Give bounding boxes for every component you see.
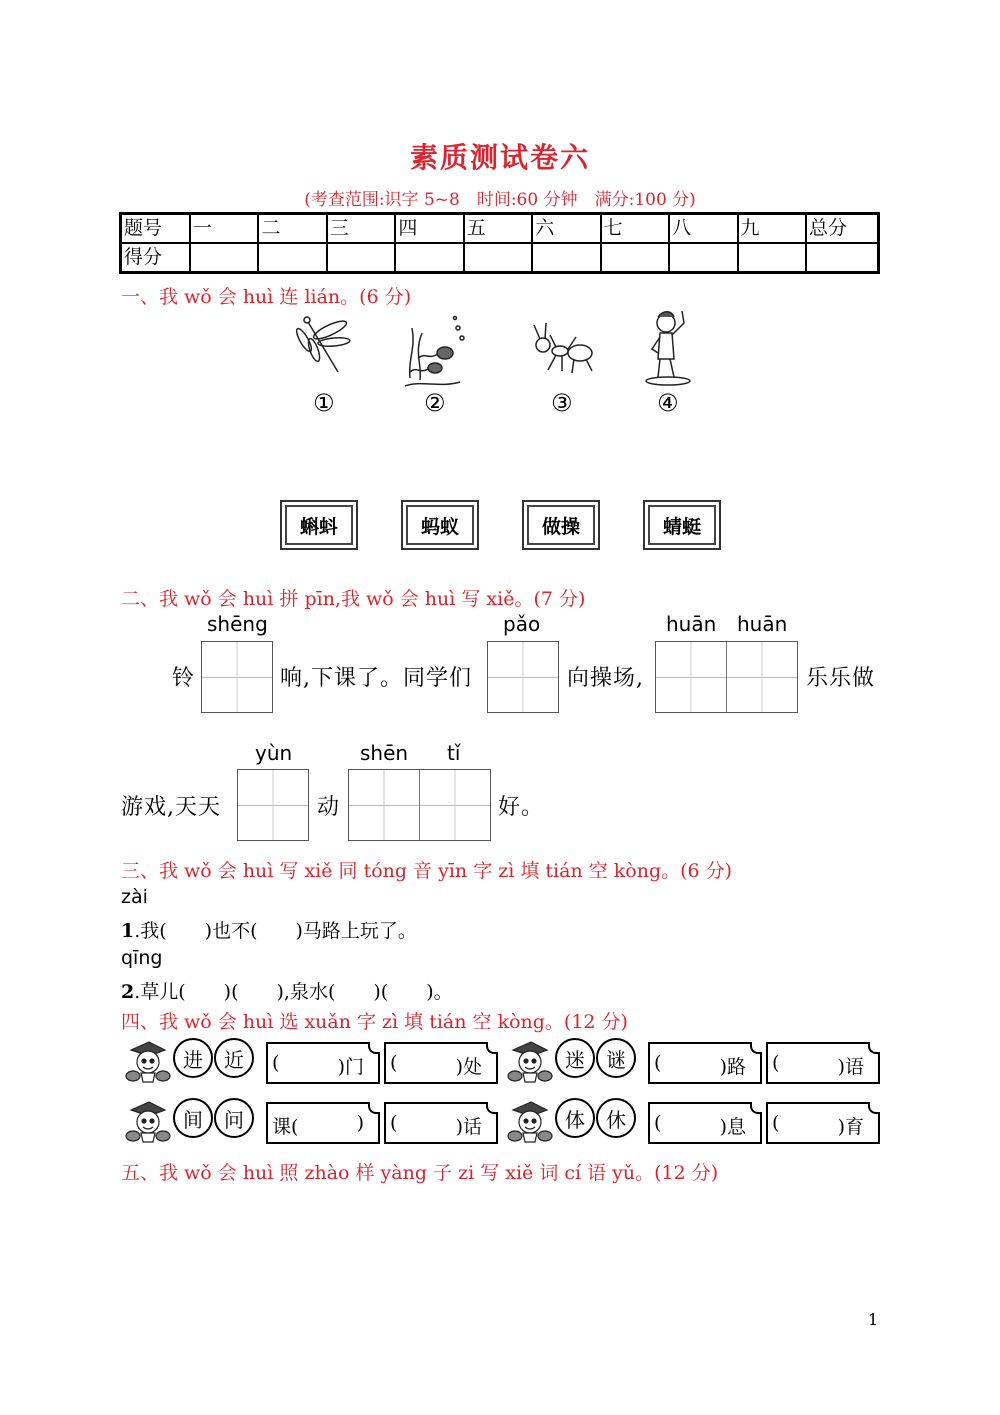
sentence-text: 乐乐做 bbox=[806, 666, 876, 691]
pinyin: huān bbox=[666, 612, 717, 636]
score-cell[interactable] bbox=[190, 243, 258, 273]
table-cell: 九 bbox=[738, 214, 807, 244]
fill-blank[interactable] bbox=[266, 1042, 380, 1084]
question-number: 2 bbox=[121, 981, 135, 1003]
blank-suffix: )话 bbox=[455, 1116, 482, 1138]
blank-prefix: ( bbox=[272, 1052, 280, 1074]
sentence-text: 向操场, bbox=[567, 666, 644, 691]
score-cell[interactable] bbox=[532, 243, 600, 273]
table-cell: 二 bbox=[258, 214, 326, 244]
section2-heading: 二、我 wǒ 会 huì 拼 pīn,我 wǒ 会 huì 写 xiě。(7 分) bbox=[121, 588, 586, 610]
cartoon-mascot-icon bbox=[503, 1100, 555, 1146]
blank-suffix: )路 bbox=[719, 1056, 746, 1078]
blank-prefix: ( bbox=[390, 1112, 398, 1134]
fill-blank[interactable] bbox=[766, 1102, 880, 1144]
character-choice[interactable]: 问 bbox=[214, 1098, 254, 1138]
question-2 bbox=[121, 977, 453, 1004]
table-cell: 六 bbox=[532, 214, 600, 244]
section3-heading: 三、我 wǒ 会 huì 写 xiě 同 tóng 音 yīn 字 zì 填 tián 空 kòng。(6 分) bbox=[121, 860, 733, 882]
ant-icon bbox=[528, 315, 598, 397]
score-cell[interactable] bbox=[327, 243, 395, 273]
table-cell: 三 bbox=[327, 214, 395, 244]
table-cell: 八 bbox=[669, 214, 737, 244]
character-choice[interactable]: 迷 bbox=[555, 1038, 595, 1078]
sentence-text: 好。 bbox=[498, 795, 545, 820]
fill-blank[interactable] bbox=[384, 1102, 498, 1144]
cartoon-mascot-icon bbox=[121, 1100, 173, 1146]
blank-prefix: 课( bbox=[272, 1116, 299, 1138]
sentence-text: 动 bbox=[317, 795, 341, 820]
score-cell[interactable] bbox=[258, 243, 326, 273]
score-table bbox=[119, 212, 880, 274]
blank-suffix: ) bbox=[356, 1112, 364, 1134]
question-text: .草儿( )( ),泉水( )( )。 bbox=[134, 981, 453, 1003]
word-card[interactable]: 蜻蜓 bbox=[643, 500, 721, 550]
page-subtitle: (考查范围:识字 5~8 时间:60 分钟 满分:100 分) bbox=[304, 190, 696, 210]
tadpole-icon bbox=[400, 308, 470, 390]
writing-grid[interactable] bbox=[487, 641, 559, 713]
blank-suffix: )育 bbox=[837, 1116, 864, 1138]
table-cell: 七 bbox=[601, 214, 669, 244]
blank-suffix: )息 bbox=[719, 1116, 746, 1138]
character-choice[interactable]: 休 bbox=[596, 1098, 636, 1138]
boy-exercising-icon bbox=[636, 305, 706, 387]
word-card[interactable]: 蝌蚪 bbox=[280, 500, 358, 550]
cartoon-mascot-icon bbox=[121, 1040, 173, 1086]
section5-heading: 五、我 wǒ 会 huì 照 zhào 样 yàng 子 zi 写 xiě 词 cí 语 yǔ。(12 分) bbox=[121, 1162, 719, 1184]
fill-blank[interactable] bbox=[266, 1102, 380, 1144]
fill-blank[interactable] bbox=[648, 1042, 762, 1084]
pinyin: pǎo bbox=[503, 612, 541, 636]
table-row bbox=[121, 214, 879, 244]
fill-blank[interactable] bbox=[384, 1042, 498, 1084]
score-cell[interactable] bbox=[669, 243, 737, 273]
word-card[interactable]: 蚂蚁 bbox=[401, 500, 479, 550]
score-cell[interactable] bbox=[806, 243, 879, 273]
blank-prefix: ( bbox=[772, 1112, 780, 1134]
writing-grid[interactable] bbox=[237, 769, 309, 841]
table-row bbox=[121, 243, 879, 273]
fill-blank[interactable] bbox=[766, 1042, 880, 1084]
table-cell: 题号 bbox=[121, 214, 191, 244]
picture-number: ② bbox=[424, 389, 446, 417]
writing-grid[interactable] bbox=[348, 769, 491, 841]
score-cell[interactable] bbox=[601, 243, 669, 273]
question-text: .我( )也不( )马路上玩了。 bbox=[134, 920, 417, 942]
table-cell: 五 bbox=[464, 214, 532, 244]
blank-suffix: )语 bbox=[837, 1056, 864, 1078]
character-choice[interactable]: 间 bbox=[173, 1098, 213, 1138]
blank-suffix: )门 bbox=[337, 1056, 364, 1078]
table-cell: 四 bbox=[395, 214, 463, 244]
section4-heading: 四、我 wǒ 会 huì 选 xuǎn 字 zì 填 tián 空 kòng。(12 分) bbox=[121, 1011, 628, 1033]
character-choice[interactable]: 体 bbox=[555, 1098, 595, 1138]
pinyin: qīng bbox=[121, 947, 163, 969]
word-card[interactable]: 做操 bbox=[522, 500, 600, 550]
score-cell[interactable] bbox=[738, 243, 807, 273]
writing-grid[interactable] bbox=[655, 641, 798, 713]
pinyin: zài bbox=[121, 886, 148, 908]
blank-prefix: ( bbox=[654, 1112, 662, 1134]
writing-grid[interactable] bbox=[201, 641, 273, 713]
picture-number: ③ bbox=[551, 389, 573, 417]
table-cell: 一 bbox=[190, 214, 258, 244]
character-choice[interactable]: 谜 bbox=[596, 1038, 636, 1078]
pinyin: huān bbox=[737, 612, 788, 636]
pinyin: shēn bbox=[360, 741, 409, 765]
score-cell[interactable] bbox=[395, 243, 463, 273]
pinyin: tǐ bbox=[447, 741, 461, 765]
sentence-text: 响,下课了。同学们 bbox=[280, 666, 472, 691]
picture-number: ① bbox=[313, 389, 335, 417]
table-cell: 得分 bbox=[121, 243, 191, 273]
character-choice[interactable]: 进 bbox=[173, 1038, 213, 1078]
blank-prefix: ( bbox=[390, 1052, 398, 1074]
page-title: 素质测试卷六 bbox=[409, 141, 590, 174]
sentence-text: 游戏,天天 bbox=[121, 795, 221, 820]
question-number: 1 bbox=[121, 920, 135, 942]
question-1 bbox=[121, 916, 417, 943]
score-cell[interactable] bbox=[464, 243, 532, 273]
picture-number: ④ bbox=[657, 389, 679, 417]
page-number: 1 bbox=[868, 1310, 879, 1329]
cartoon-mascot-icon bbox=[503, 1040, 555, 1086]
pinyin: yùn bbox=[255, 741, 293, 765]
fill-blank[interactable] bbox=[648, 1102, 762, 1144]
dragonfly-icon bbox=[290, 310, 360, 392]
section1-heading: 一、我 wǒ 会 huì 连 lián。(6 分) bbox=[121, 286, 412, 308]
blank-prefix: ( bbox=[772, 1052, 780, 1074]
blank-suffix: )处 bbox=[455, 1056, 482, 1078]
character-choice[interactable]: 近 bbox=[214, 1038, 254, 1078]
sentence-text: 铃 bbox=[172, 666, 196, 691]
blank-prefix: ( bbox=[654, 1052, 662, 1074]
pinyin: shēng bbox=[207, 612, 268, 636]
table-cell: 总分 bbox=[806, 214, 879, 244]
